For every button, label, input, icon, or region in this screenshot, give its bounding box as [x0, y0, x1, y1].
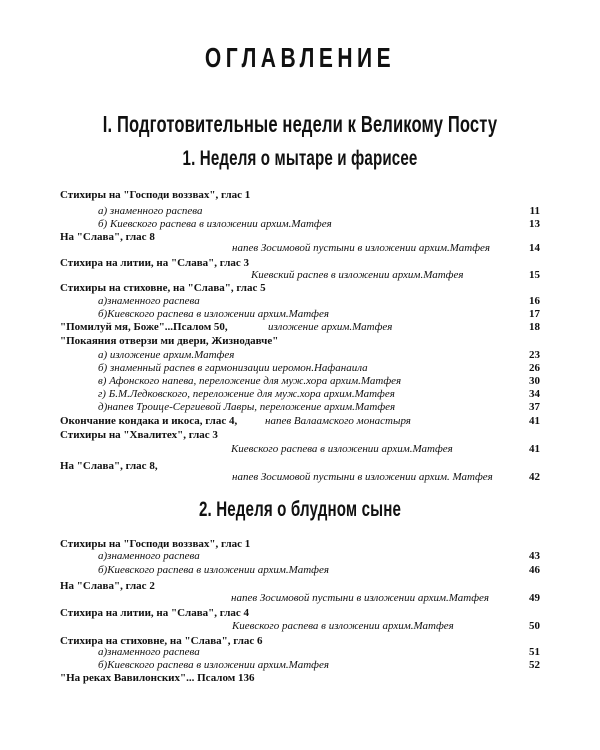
entry-subitem: б) Киевского распева в изложении архим.Матфея: [98, 218, 332, 230]
toc-entry: [0, 307, 600, 321]
entry-subitem: напев Зосимовой пустыни в изложении архим.Матфея: [232, 242, 491, 254]
page-number: 13: [529, 218, 540, 230]
toc-entry: [0, 320, 600, 334]
toc-entry: [0, 204, 600, 218]
entry-heading: "Помилуй мя, Боже"...Псалом 50,: [60, 321, 228, 333]
page-number: 41: [529, 443, 540, 455]
entry-subitem: а)знаменного распева: [98, 550, 200, 562]
entry-subitem: б)Киевского распева в изложении архим.Матфея: [98, 308, 329, 320]
entry-subitem: Киевский распев в изложении архим.Матфея: [251, 269, 464, 281]
entry-heading: На "Слава", глас 8: [60, 231, 155, 243]
part-title: I. Подготовительные недели к Великому Посту: [102, 111, 498, 137]
entry-subitem: а) изложение архим.Матфея: [98, 349, 235, 361]
entry-subitem: напев Зосимовой пустыни в изложении архим.Матфея: [231, 592, 490, 604]
toc-entry: [0, 606, 600, 620]
page-number: 11: [529, 205, 540, 217]
page-number: 34: [529, 388, 540, 400]
page-number: 43: [529, 550, 540, 562]
page-number: 26: [529, 362, 540, 374]
entry-subitem: Киевского распева в изложении архим.Матфея: [232, 620, 454, 632]
toc-entry: [0, 619, 600, 633]
toc-entry: [0, 281, 600, 295]
page-number: 15: [529, 269, 540, 281]
page-number: 41: [529, 415, 540, 427]
entry-heading: На "Слава", глас 8,: [60, 460, 158, 472]
page-number: 18: [529, 321, 540, 333]
toc-entry: [0, 442, 600, 456]
toc-entry: [0, 658, 600, 672]
entry-heading: На "Слава", глас 2: [60, 580, 155, 592]
entry-subitem: а) знаменного распева: [98, 205, 203, 217]
page-number: 50: [529, 620, 540, 632]
toc-entry: [0, 671, 600, 685]
entry-subitem: б) знаменный распев в гармонизации иеромон.Нафанаила: [98, 362, 368, 374]
entry-heading: Стихиры на "Хвалитех", глас 3: [60, 429, 218, 441]
entry-subitem: Киевского распева в изложении архим.Матфея: [231, 443, 453, 455]
page-number: 46: [529, 564, 540, 576]
entry-heading: Стихиры на стиховне, на "Слава", глас 5: [60, 282, 266, 294]
entry-subitem: б)Киевского распева в изложении архим.Матфея: [98, 659, 329, 671]
entry-heading: Стихиры на "Господи воззвах", глас 1: [60, 538, 251, 550]
toc-entry: [0, 188, 600, 202]
entry-subitem: д)напев Троице-Сергиевой Лавры, переложение архим.Матфея: [98, 401, 396, 413]
toc-entry: [0, 361, 600, 375]
entry-subitem: б)Киевского распева в изложении архим.Матфея: [98, 564, 329, 576]
toc-entry: [0, 241, 600, 255]
page-number: 30: [529, 375, 540, 387]
entry-heading: Стихира на литии, на "Слава", глас 4: [60, 607, 250, 619]
entry-note: изложение архим.Матфея: [268, 321, 393, 333]
toc-entry: [0, 563, 600, 577]
toc-entry: [0, 348, 600, 362]
toc-entry: [0, 470, 600, 484]
toc-entry: [0, 591, 600, 605]
entry-subitem: а)знаменного распева: [98, 295, 200, 307]
toc-entry: [0, 414, 600, 428]
page-number: 51: [529, 646, 540, 658]
main-title: ОГЛАВЛЕНИЕ: [204, 42, 396, 73]
entry-heading: Окончание кондака и икоса, глас 4,: [60, 415, 238, 427]
toc-entry: [0, 268, 600, 282]
page-number: 23: [529, 349, 540, 361]
toc-entry: [0, 428, 600, 442]
toc-entry: [0, 400, 600, 414]
toc-entry: [0, 334, 600, 348]
entry-note: напев Валаамского монастыря: [265, 415, 411, 427]
toc-entry: [0, 217, 600, 231]
entry-heading: Стихира на стиховне, на "Слава", глас 6: [60, 635, 263, 647]
entry-heading: Стихиры на "Господи воззвах", глас 1: [60, 189, 251, 201]
entry-subitem: в) Афонского напева, переложение для муж.хора архим.Матфея: [98, 375, 402, 387]
entry-heading: "На реках Вавилонских"... Псалом 136: [60, 672, 255, 684]
page-number: 52: [529, 659, 540, 671]
section-title-1: 1. Неделя о мытаре и фарисее: [182, 147, 418, 170]
page-number: 16: [529, 295, 540, 307]
page-number: 14: [529, 242, 540, 254]
page-number: 49: [529, 592, 540, 604]
entry-heading: "Покаяния отверзи ми двери, Жизнодавче": [60, 335, 279, 347]
entry-subitem: г) Б.М.Ледковского, переложение для муж.хора архим.Матфея: [98, 388, 395, 400]
toc-entry: [0, 294, 600, 308]
page-number: 17: [529, 308, 540, 320]
toc-entry: [0, 387, 600, 401]
entry-subitem: напев Зосимовой пустыни в изложении архим. Матфея: [232, 471, 493, 483]
page-number: 37: [529, 401, 540, 413]
section-title-2: 2. Неделя о блудном сыне: [198, 498, 402, 521]
toc-entry: [0, 645, 600, 659]
page-number: 42: [529, 471, 540, 483]
toc-entry: [0, 549, 600, 563]
toc-entry: [0, 374, 600, 388]
entry-heading: Стихира на литии, на "Слава", глас 3: [60, 257, 250, 269]
entry-subitem: а)знаменного распева: [98, 646, 200, 658]
